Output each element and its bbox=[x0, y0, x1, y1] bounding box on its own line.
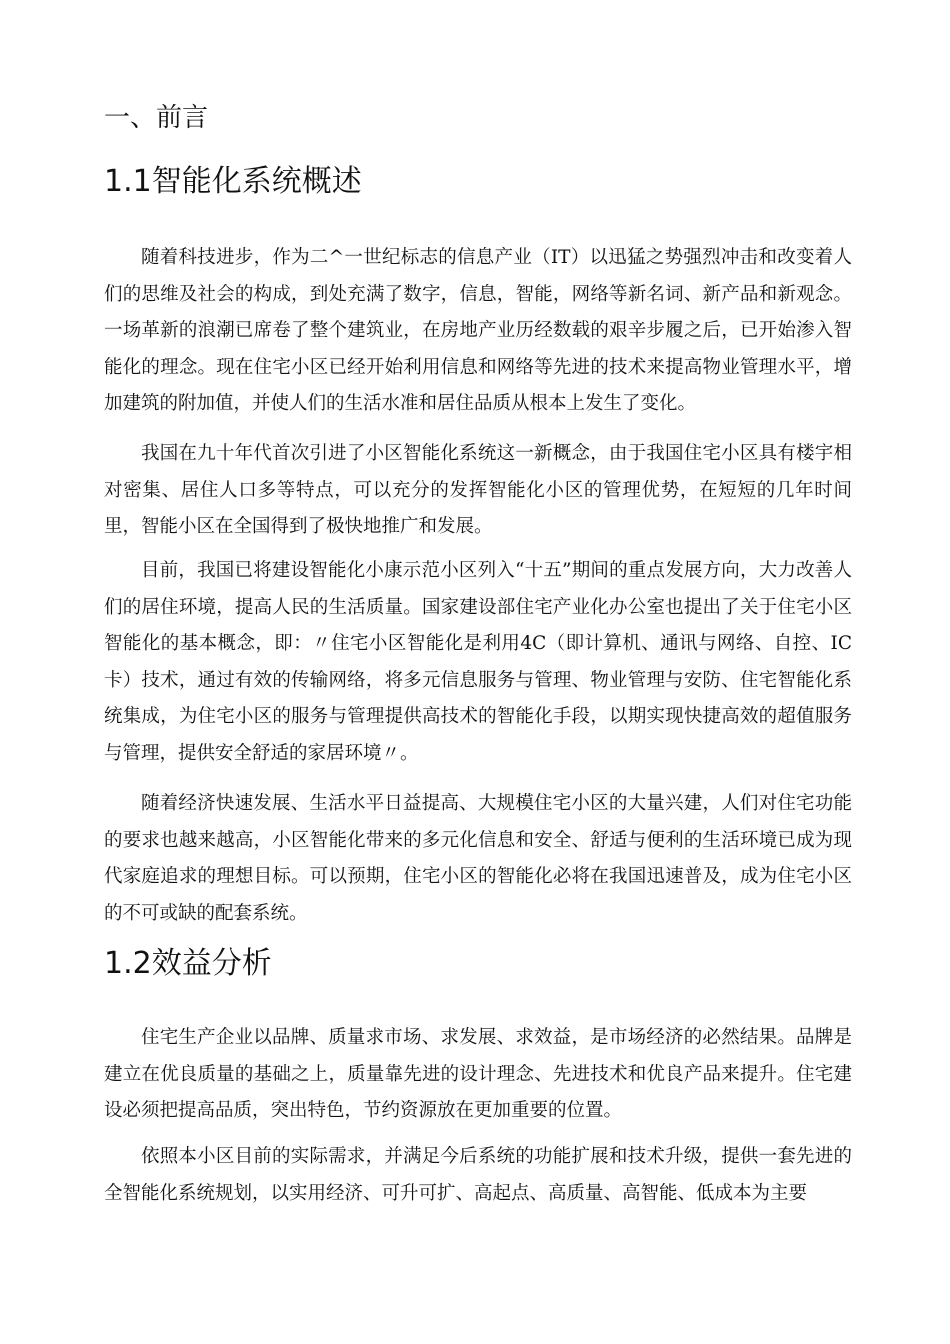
paragraph: 随着科技进步，作为二^一世纪标志的信息产业（IT）以迅猛之势强烈冲击和改变着人们的思维及社会的构成，到处充满了数字，信息，智能，网络等新名词、新产品和新观念。一场革新的浪潮已席卷了整个建筑业，在房地产业历经数载的艰辛步履之后，已开始渗入智能化的理念。现在住宅小区已经开始利用信息和网络等先进的技术来提高物业管理水平，增加建筑的附加值，并使人们的生活水准和居住品质从根本上发生了变化。 bbox=[104, 247, 852, 415]
paragraph: 住宅生产企业以品牌、质量求市场、求发展、求效益，是市场经济的必然结果。品牌是建立在优良质量的基础之上，质量靠先进的设计理念、先进技术和优良产品来提升。住宅建设必须把提高品质，突出特色，节约资源放在更加重要的位置。 bbox=[104, 1027, 852, 1122]
paragraph: 我国在九十年代首次引进了小区智能化系统这一新概念，由于我国住宅小区具有楼宇相对密集、居住人口多等特点，可以充分的发挥智能化小区的管理优势，在短短的几年时间里，智能小区在全国得到了极快地推广和发展。 bbox=[104, 443, 852, 538]
paragraph: 目前，我国已将建设智能化小康示范小区列入“十五”期间的重点发展方向，大力改善人们的居住环境，提高人民的生活质量。国家建设部住宅产业化办公室也提出了关于住宅小区智能化的基本概念，即：〃住宅小区智能化是利用4C（即计算机、通讯与网络、自控、IC卡）技术，通过有效的传输网络，将多元信息服务与管理、物业管理与安防、住宅智能化系统集成，为住宅小区的服务与管理提供高技术的智能化手段，以期实现快捷高效的超值服务与管理，提供安全舒适的家居环境〃。 bbox=[104, 560, 852, 764]
subsection-heading-benefit: 1.2效益分析 bbox=[104, 946, 272, 981]
subsection-heading-overview: 1.1智能化系统概述 bbox=[104, 164, 362, 199]
paragraph: 随着经济快速发展、生活水平日益提高、大规模住宅小区的大量兴建，人们对住宅功能的要求也越来越高，小区智能化带来的多元化信息和安全、舒适与便利的生活环境已成为现代家庭追求的理想目标。可以预期，住宅小区的智能化必将在我国迅速普及，成为住宅小区的不可或缺的配套系统。 bbox=[104, 793, 852, 924]
section-title: 一、前言 bbox=[104, 103, 209, 133]
paragraph: 依照本小区目前的实际需求，并满足今后系统的功能扩展和技术升级，提供一套先进的全智能化系统规划，以实用经济、可升可扩、高起点、高质量、高智能、低成本为主要 bbox=[104, 1146, 852, 1204]
